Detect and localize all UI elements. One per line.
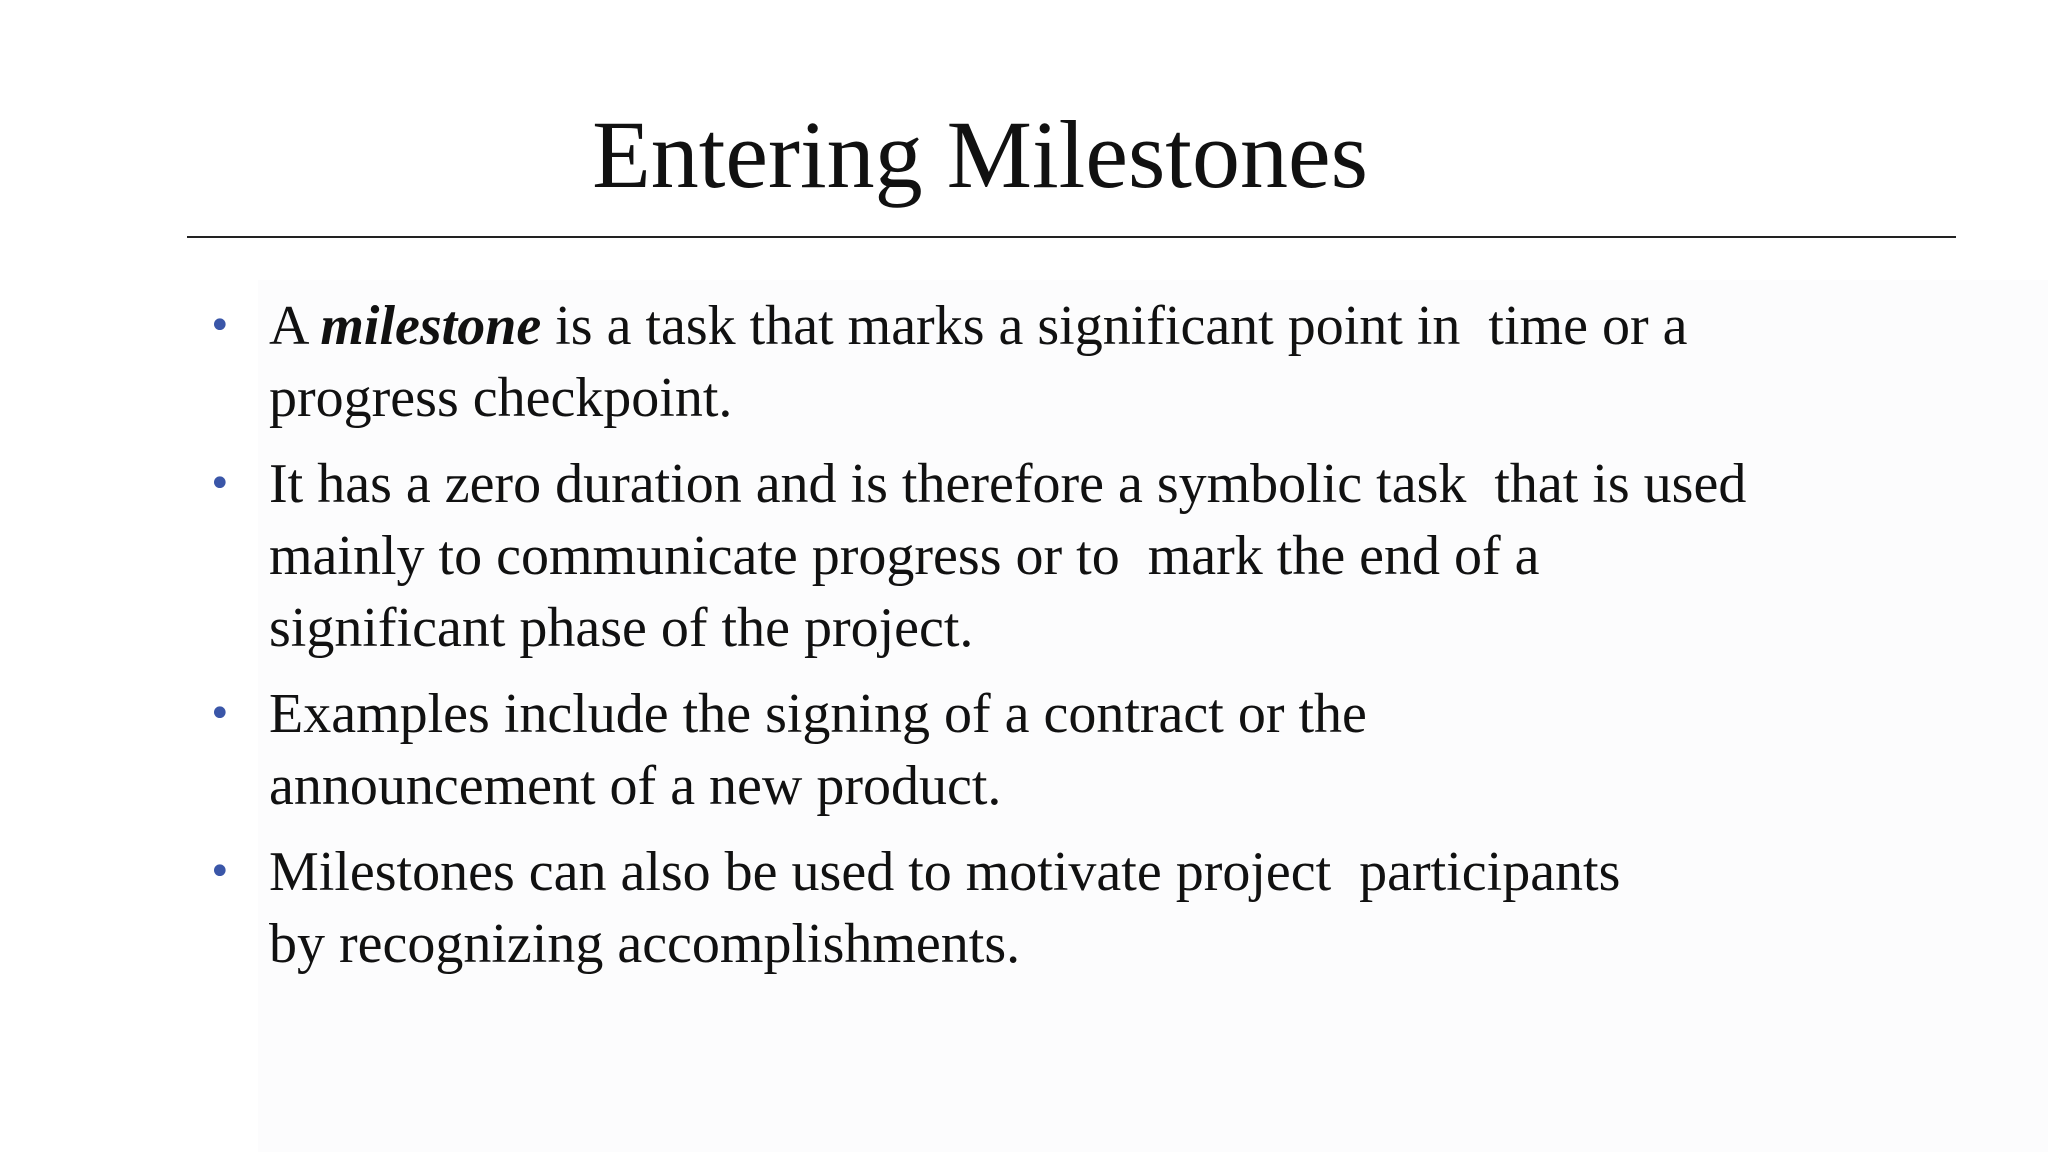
bullet-line: Milestones can also be used to motivate project participants — [269, 841, 1621, 903]
bullet-line: mainly to communicate progress or to mark the end of a — [269, 525, 1540, 587]
bullet-line: Examples include the signing of a contract or the — [269, 683, 1367, 745]
emphasis-term: milestone — [320, 295, 542, 357]
title-divider — [187, 236, 1956, 238]
bullet-line: significant phase of the project. — [269, 597, 974, 659]
bullet-line: announcement of a new product. — [269, 755, 1002, 817]
bullet-item-examples — [205, 678, 1905, 822]
bullet-line: It has a zero duration and is therefore a symbolic task that is used — [269, 453, 1747, 515]
bullet-icon: • — [208, 849, 232, 895]
bullet-line — [269, 290, 1905, 362]
bullet-item-zero-duration — [205, 448, 1905, 664]
bullet-list — [205, 290, 1905, 994]
bullet-icon: • — [208, 303, 232, 349]
bullet-line: by recognizing accomplishments. — [269, 913, 1021, 975]
bullet-icon: • — [208, 461, 232, 507]
bullet-text: A — [269, 295, 321, 357]
bullet-text: is a task that marks a significant point in time or a — [541, 295, 1688, 357]
bullet-item-milestone-definition — [205, 290, 1905, 434]
bullet-line: progress checkpoint. — [269, 367, 733, 429]
bullet-item-motivation — [205, 836, 1905, 980]
bullet-icon: • — [208, 691, 232, 737]
slide-title: Entering Milestones — [592, 101, 1368, 208]
